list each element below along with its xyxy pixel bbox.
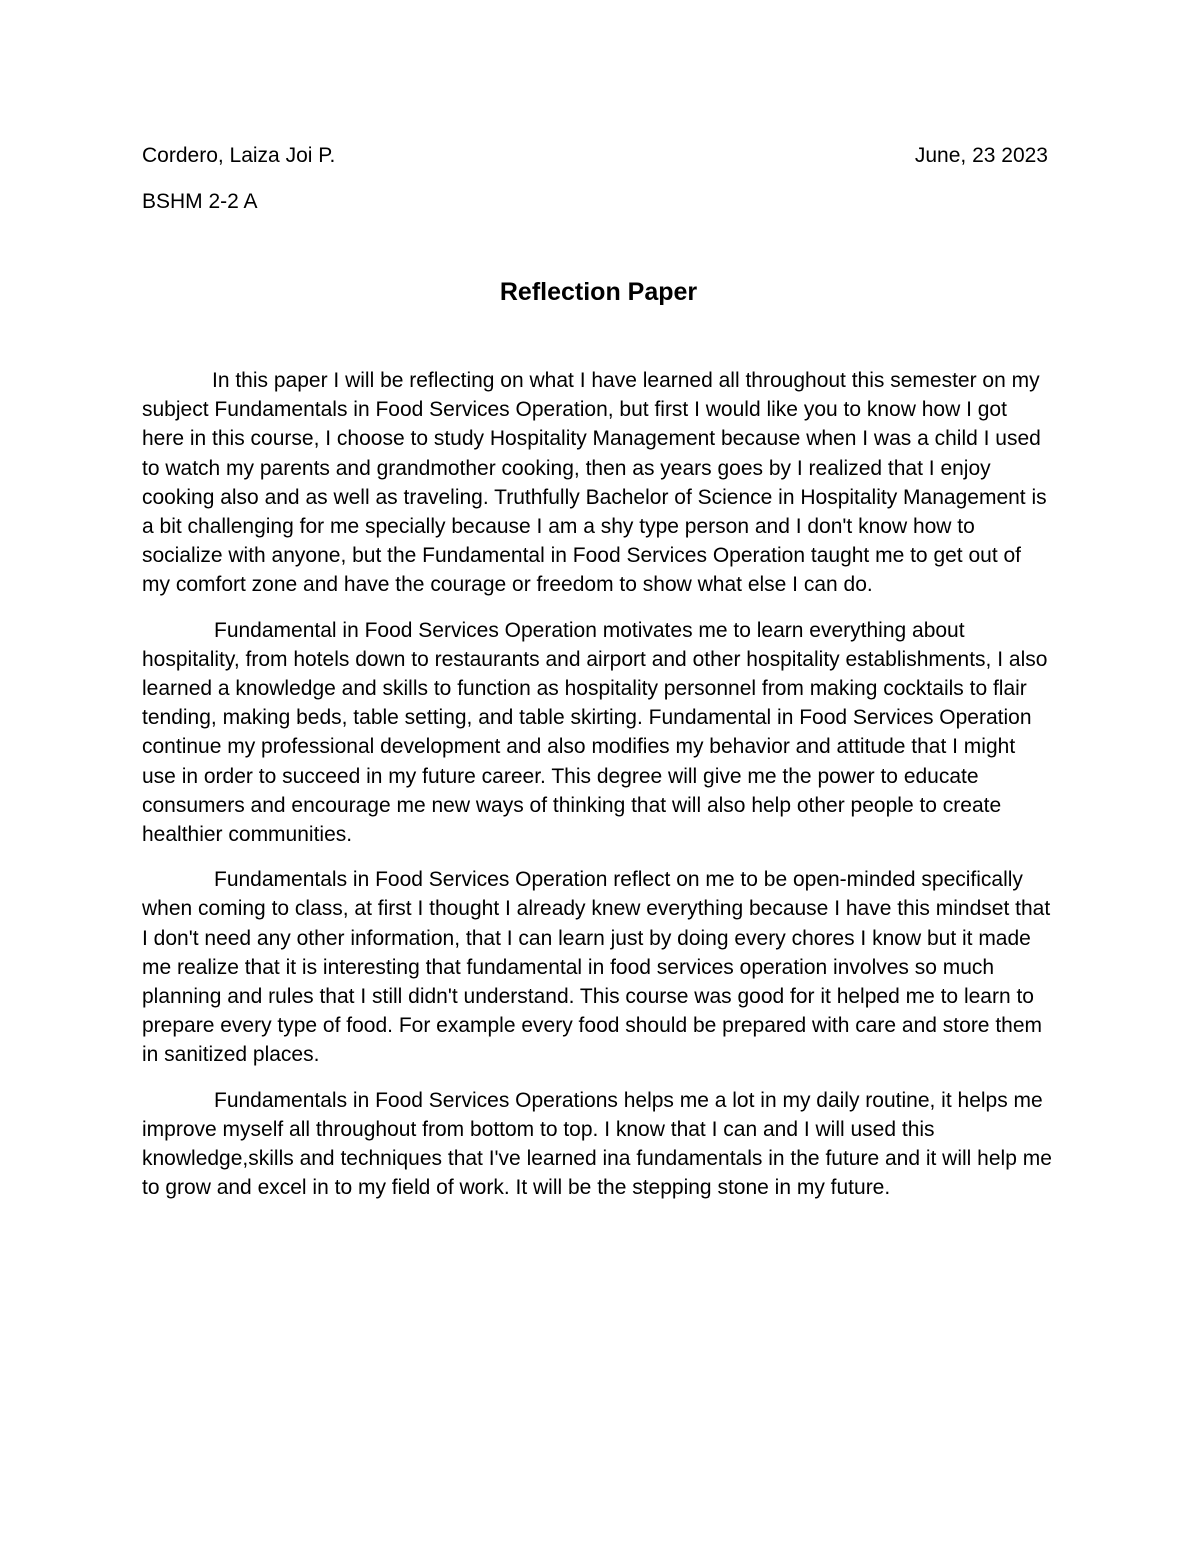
document-page <box>142 140 1052 1218</box>
paragraph-4: Fundamentals in Food Services Operations helps me a lot in my daily routine, it helps me improve myself all throughout from bottom to top. I know that I can and I will used this knowledge,skills and techniques that I've learned ina fundamentals in the future and it will help me to grow and excel in to my field of work. It will be the stepping stone in my future. <box>142 1088 1052 1200</box>
body-text <box>142 366 1052 1202</box>
page-title: Reflection Paper <box>499 278 698 306</box>
header-row <box>142 140 1052 172</box>
class-section: BSHM 2-2 A <box>142 190 258 213</box>
paragraph-2: Fundamental in Food Services Operation motivates me to learn everything about hospitality, from hotels down to restaurants and airport and other hospitality establishments, I also learned a knowledge and skills to function as hospitality personnel from making cocktails to flair tending, making beds, table setting, and table skirting. Fundamental in Food Services Operation continue my professional development and also modifies my behavior and attitude that I might use in order to succeed in my future career. This degree will give me the power to educate consumers and encourage me new ways of thinking that will also help other people to create healthier communities. <box>142 618 1048 847</box>
document-date: June, 23 2023 <box>914 144 1048 167</box>
author-name: Cordero, Laiza Joi P. <box>142 144 336 167</box>
paragraph-3: Fundamentals in Food Services Operation reflect on me to be open-minded specifically when coming to class, at first I thought I already knew everything because I have this mindset that I don't need any other information, that I can learn just by doing every chores I know but it made me realize that it is interesting that fundamental in food services operation involves so much planning and rules that I still didn't understand. This course was good for it helped me to learn to prepare every type of food. For example every food should be prepared with care and store them in sanitized places. <box>142 868 1051 1067</box>
paragraph-1: In this paper I will be reflecting on what I have learned all throughout this semester on my subject Fundamentals in Food Services Operation, but first I would like you to know how I got here in this course, I choose to study Hospitality Management because when I was a child I used to watch my parents and grandmother cooking, then as years goes by I realized that I enjoy cooking also and as well as traveling. Truthfully Bachelor of Science in Hospitality Management is a bit challenging for me specially because I am a shy type person and I don't know how to socialize with anyone, but the Fundamental in Food Services Operation taught me to get out of my comfort zone and have the courage or freedom to show what else I can do. <box>142 369 1047 597</box>
